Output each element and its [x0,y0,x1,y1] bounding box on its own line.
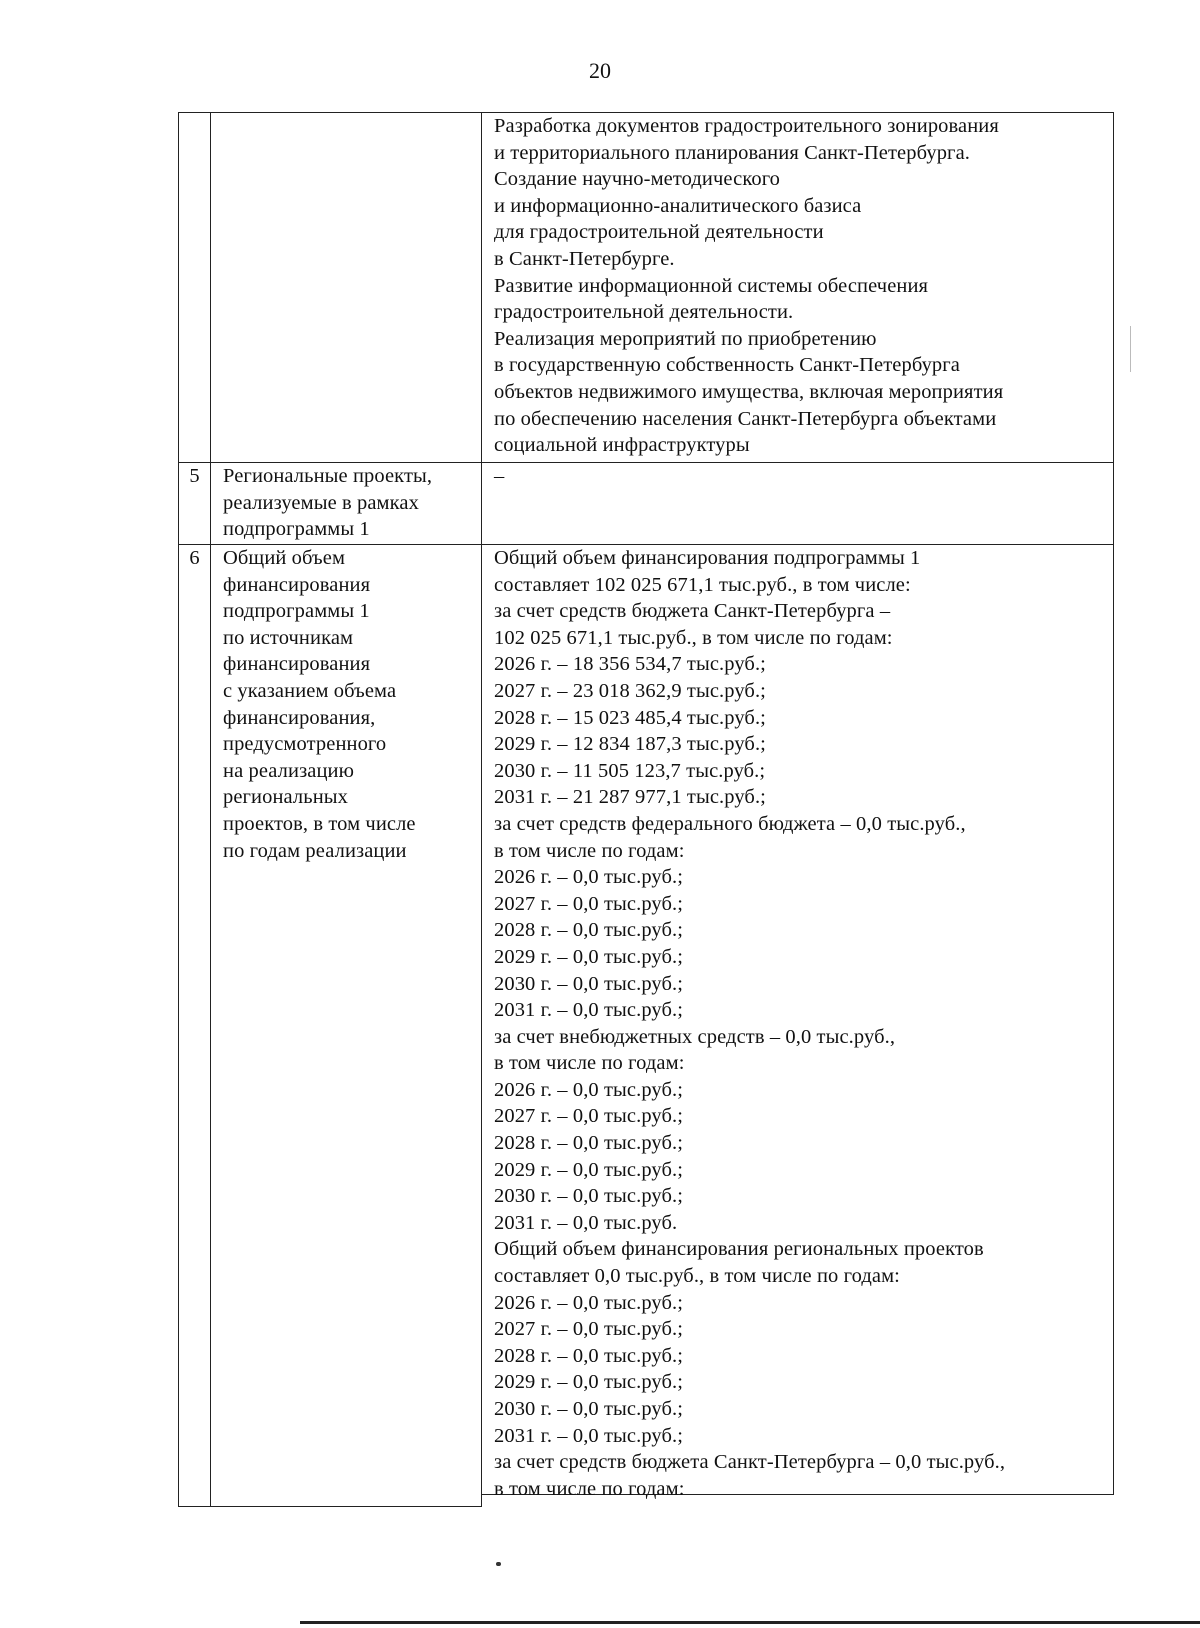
cell-line: социальной инфраструктуры [494,434,750,457]
cell-line: 2026 г. – 0,0 тыс.руб.; [494,866,684,889]
cell-line: на реализацию [223,759,355,782]
cell-line: по обеспечению населения Санкт-Петербурга объектами [494,407,997,430]
cell-line: в том числе по годам: [494,1052,685,1075]
cell-line: 2028 г. – 0,0 тыс.руб.; [494,1132,684,1155]
cell-line: 2028 г. – 15 023 485,4 тыс.руб.; [494,706,766,729]
table-border-left [178,112,179,1507]
cell-line: 2030 г. – 0,0 тыс.руб.; [494,1398,684,1420]
cell-line: с указанием объема [223,679,397,702]
row-name-cell [223,463,432,543]
cell-line: предусмотренного [223,733,387,756]
row-content-cell [494,545,1005,1502]
cell-line: в том числе по годам: [494,1477,685,1500]
scan-bottom-edge [300,1621,1200,1624]
cell-line: 2028 г. – 0,0 тыс.руб.; [494,919,684,942]
cell-line: финансирования [223,573,371,596]
cell-line: Реализация мероприятий по приобретению [494,327,877,350]
row-content-cell [494,113,1003,459]
cell-line: Развитие информационной системы обеспечения [494,274,929,297]
table-border-right [1113,112,1114,1495]
cell-line: финансирования, [223,706,376,729]
cell-line: финансирования [223,653,371,676]
cell-line: в том числе по годам: [494,839,685,862]
cell-line: – [494,465,505,487]
cell-line: за счет средств бюджета Санкт-Петербурга – [494,600,891,623]
row-number-cell: 5 [189,465,200,487]
cell-line: 2026 г. – 0,0 тыс.руб.; [494,1078,684,1101]
cell-line: за счет средств федерального бюджета – 0,0 тыс.руб., [494,812,966,835]
row-number-cell: 6 [189,547,200,569]
cell-line: Создание научно-методического [494,168,781,191]
cell-line: и территориального планирования Санкт-Петербурга. [494,141,970,164]
scan-dot-mark [496,1562,501,1566]
cell-line: Разработка документов градостроительного зонирования [494,115,999,137]
cell-line: подпрограммы 1 [223,600,370,623]
cell-line: 2027 г. – 0,0 тыс.руб.; [494,1105,684,1128]
cell-line: 2030 г. – 0,0 тыс.руб.; [494,972,684,995]
cell-line: 2026 г. – 0,0 тыс.руб.; [494,1291,684,1314]
cell-line: 2031 г. – 0,0 тыс.руб. [494,1211,678,1234]
cell-line: градостроительной деятельности. [494,301,794,324]
cell-line: 2031 г. – 21 287 977,1 тыс.руб.; [494,786,766,809]
table-border-bottom-left [178,1506,482,1507]
cell-line: составляет 102 025 671,1 тыс.руб., в том числе: [494,573,911,596]
cell-line: по источникам [223,626,354,649]
table-border-col1 [210,112,211,1507]
cell-line: в государственную собственность Санкт-Петербурга [494,354,960,377]
cell-line: 2027 г. – 0,0 тыс.руб.; [494,892,684,915]
cell-line: реализуемые в рамках [223,491,419,514]
cell-line: 2031 г. – 0,0 тыс.руб.; [494,999,684,1022]
cell-line: 2029 г. – 0,0 тыс.руб.; [494,1371,684,1394]
cell-line: 2027 г. – 0,0 тыс.руб.; [494,1318,684,1341]
cell-line: 2029 г. – 12 834 187,3 тыс.руб.; [494,733,766,756]
cell-line: 102 025 671,1 тыс.руб., в том числе по годам: [494,626,893,649]
cell-line: Общий объем финансирования региональных проектов [494,1238,984,1261]
cell-line: 2029 г. – 0,0 тыс.руб.; [494,1158,684,1181]
cell-line: за счет внебюджетных средств – 0,0 тыс.руб., [494,1025,896,1048]
cell-line: в Санкт-Петербурге. [494,247,675,270]
cell-line: для градостроительной деятельности [494,221,824,244]
cell-line: объектов недвижимого имущества, включая мероприятия [494,380,1004,403]
cell-line: Общий объем финансирования подпрограммы 1 [494,547,921,569]
cell-line: 2030 г. – 0,0 тыс.руб.; [494,1185,684,1208]
cell-line: 2031 г. – 0,0 тыс.руб.; [494,1424,684,1447]
cell-line: проектов, в том числе [223,812,416,835]
cell-line: Общий объем [223,547,346,569]
row-content-cell [494,463,504,490]
cell-line: 2027 г. – 23 018 362,9 тыс.руб.; [494,679,766,702]
table-border-col2 [481,112,482,1507]
row-name-cell [223,545,416,864]
cell-line: по годам реализации [223,839,407,862]
cell-line: Региональные проекты, [223,465,433,487]
scan-margin-mark [1130,326,1131,372]
cell-line: подпрограммы 1 [223,518,370,541]
cell-line: 2028 г. – 0,0 тыс.руб.; [494,1344,684,1367]
cell-line: региональных [223,786,349,809]
cell-line: составляет 0,0 тыс.руб., в том числе по годам: [494,1265,900,1288]
page-number: 20 [589,58,611,83]
cell-line: за счет средств бюджета Санкт-Петербурга – 0,0 тыс.руб., [494,1451,1006,1474]
cell-line: 2026 г. – 18 356 534,7 тыс.руб.; [494,653,766,676]
cell-line: 2029 г. – 0,0 тыс.руб.; [494,945,684,968]
cell-line: 2030 г. – 11 505 123,7 тыс.руб.; [494,759,766,782]
cell-line: и информационно-аналитического базиса [494,194,862,217]
